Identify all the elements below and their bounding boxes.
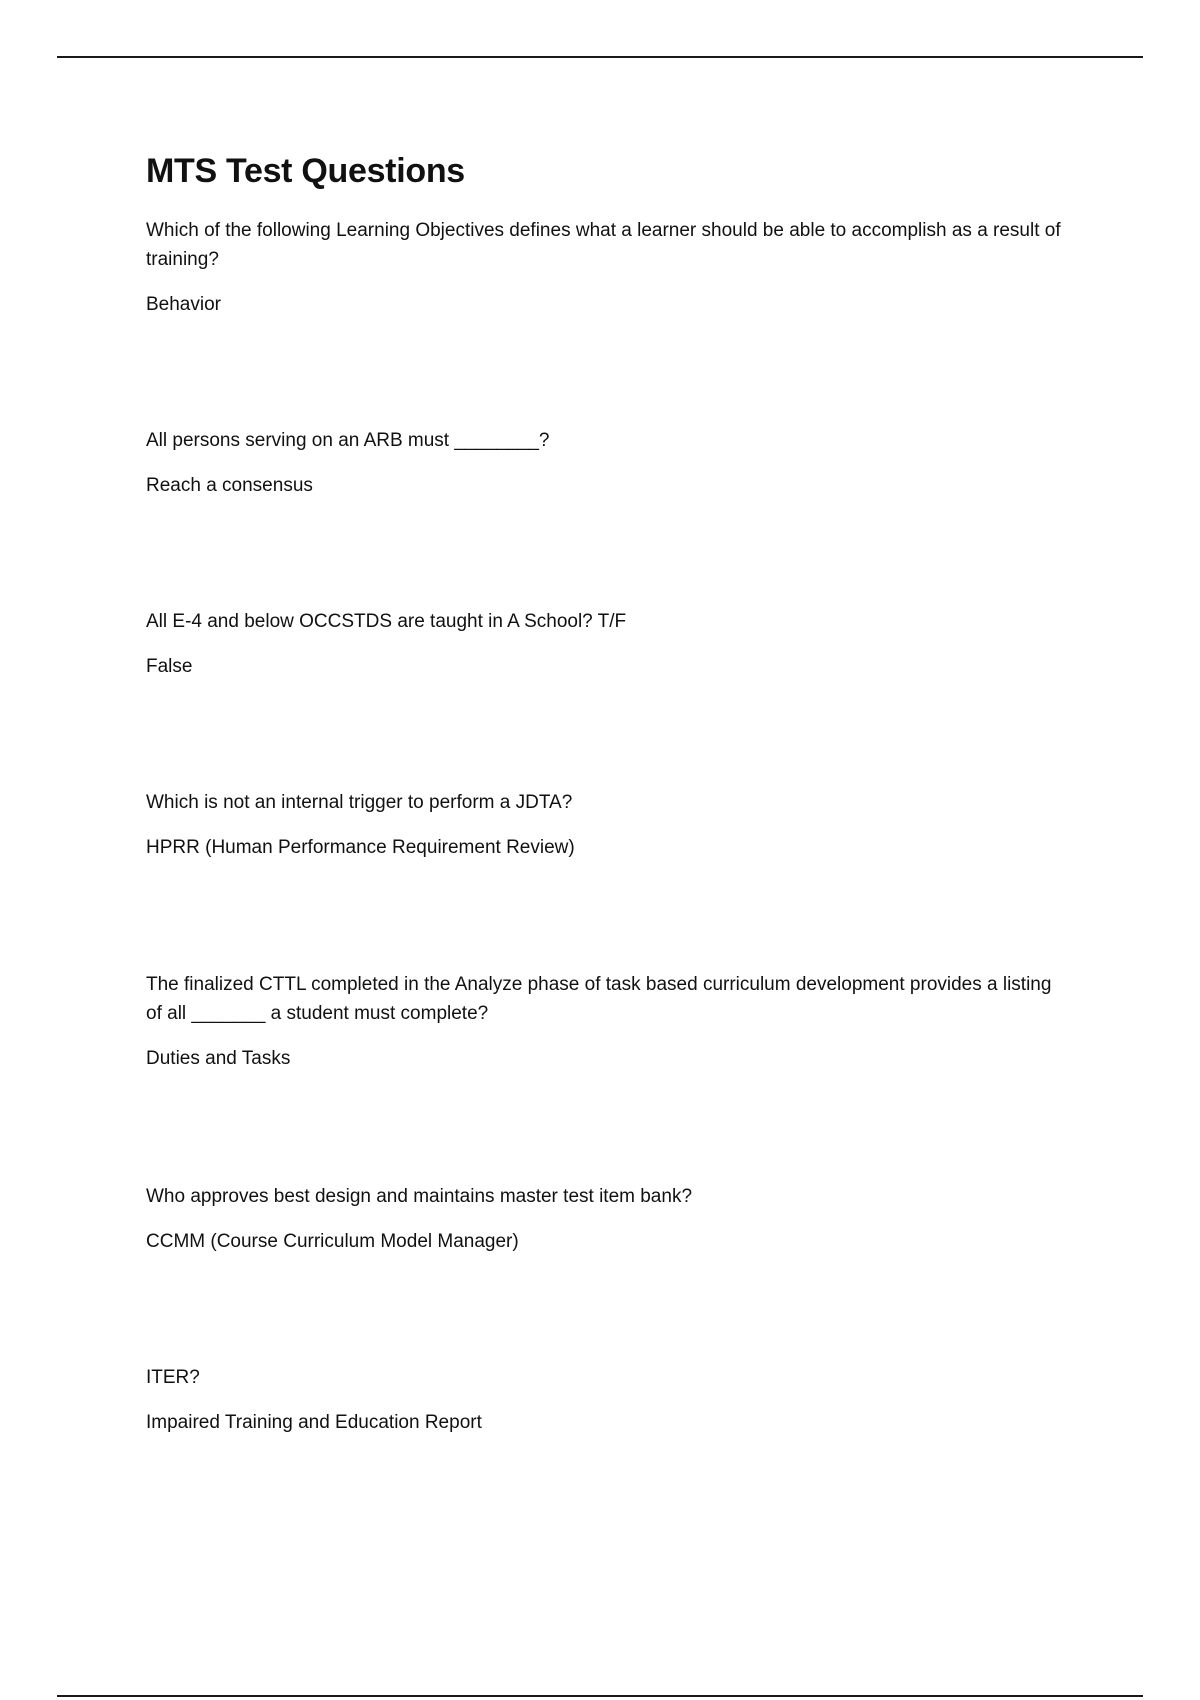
answer-text: Duties and Tasks — [146, 1048, 291, 1069]
qa-item-6 — [146, 1182, 1066, 1256]
qa-item-4 — [146, 788, 1066, 862]
answer-text: CCMM (Course Curriculum Model Manager) — [146, 1231, 519, 1252]
question-text: Which is not an internal trigger to perform a JDTA? — [146, 792, 573, 813]
answer-text: Behavior — [146, 294, 221, 315]
answer-text: False — [146, 656, 193, 677]
question-text: The finalized CTTL completed in the Analyze phase of task based curriculum development provides a listing of all _______ a student must complete? — [146, 974, 1052, 1024]
header-rule — [57, 56, 1143, 58]
document-title: MTS Test Questions — [146, 152, 465, 190]
answer-text: HPRR (Human Performance Requirement Review) — [146, 837, 575, 858]
question-text: Who approves best design and maintains master test item bank? — [146, 1186, 693, 1207]
answer-text: Impaired Training and Education Report — [146, 1412, 482, 1433]
qa-item-3 — [146, 607, 1066, 681]
answer-text: Reach a consensus — [146, 475, 313, 496]
qa-item-1 — [146, 216, 1066, 319]
qa-item-5 — [146, 970, 1066, 1073]
question-text: All persons serving on an ARB must ________? — [146, 430, 550, 451]
footer-rule — [57, 1695, 1143, 1697]
question-text: All E-4 and below OCCSTDS are taught in A School? T/F — [146, 611, 627, 632]
question-text: ITER? — [146, 1367, 200, 1388]
question-text: Which of the following Learning Objectives defines what a learner should be able to accomplish as a result of training? — [146, 220, 1061, 270]
qa-item-2 — [146, 426, 1066, 500]
document-body — [146, 146, 1066, 1433]
qa-item-7 — [146, 1363, 1066, 1437]
